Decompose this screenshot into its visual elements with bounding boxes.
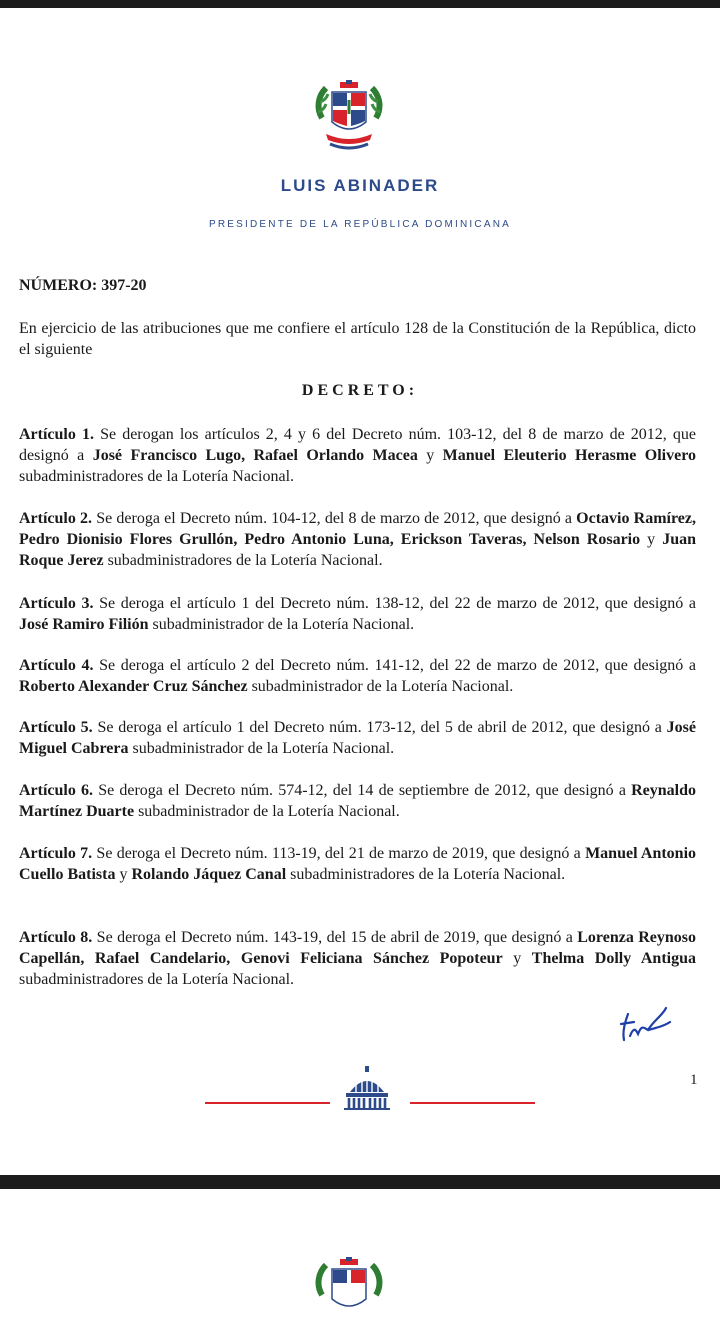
article-label: Artículo 7.: [19, 845, 93, 862]
decree-heading: DECRETO:: [301, 382, 419, 399]
top-edge-bar: [0, 0, 720, 8]
intro-paragraph: En ejercicio de las atribuciones que me confiere el artículo 128 de la Constitución de la República, dicto el siguiente: [19, 320, 696, 358]
page-separator-bar: [0, 1175, 720, 1189]
article-7: Artículo 7. Se deroga el Decreto núm. 113-19, del 21 de marzo de 2019, que designó a Manuel Antonio Cuello Batista y Rolando Jáquez Canal subadministradores de la Lotería Nacional.: [19, 845, 697, 883]
article-label: Artículo 1.: [19, 426, 94, 443]
article-2: Artículo 2. Se deroga el Decreto núm. 104-12, del 8 de marzo de 2012, que designó a Octavio Ramírez, Pedro Dionisio Flores Grullón, Pedro Antonio Luna, Erickson Taveras, Nelson Rosario y Juan Roque Jerez subadministradores de la Lotería Nacional.: [19, 510, 697, 569]
page-number: 1: [690, 1072, 698, 1088]
signature-initials: [618, 1000, 674, 1044]
coat-of-arms-icon: [312, 78, 386, 158]
decree-number: NÚMERO: 397-20: [19, 277, 147, 294]
article-8: Artículo 8. Se deroga el Decreto núm. 143-19, del 15 de abril de 2019, que designó a Lorenza Reynoso Capellán, Rafael Candelario, Genovi Feliciana Sánchez Popoteur y Thelma Dolly Antigua subadministradores de la Lotería Nacional.: [19, 929, 697, 988]
article-3: Artículo 3. Se deroga el artículo 1 del Decreto núm. 138-12, del 22 de marzo de 2012, que designó a José Ramiro Filión subadministrador de la Lotería Nacional.: [19, 595, 696, 633]
article-5: Artículo 5. Se deroga el artículo 1 del Decreto núm. 173-12, del 5 de abril de 2012, que designó a José Miguel Cabrera subadministrador de la Lotería Nacional.: [19, 719, 696, 757]
article-label: Artículo 5.: [19, 719, 93, 736]
article-label: Artículo 8.: [19, 929, 93, 946]
president-name: LUIS ABINADER: [280, 176, 440, 195]
coat-of-arms-icon: [312, 1255, 386, 1335]
palace-dome-icon: [342, 1066, 392, 1110]
article-label: Artículo 3.: [19, 595, 94, 612]
article-1: Artículo 1. Se derogan los artículos 2, 4 y 6 del Decreto núm. 103-12, del 8 de marzo de 2012, que designó a José Francisco Lugo, Rafael Orlando Macea y Manuel Eleuterio Herasme Olivero subadministradores de la Lotería Nacional.: [19, 426, 697, 485]
article-label: Artículo 6.: [19, 782, 94, 799]
article-label: Artículo 4.: [19, 657, 94, 674]
article-label: Artículo 2.: [19, 510, 93, 527]
article-4: Artículo 4. Se deroga el artículo 2 del Decreto núm. 141-12, del 22 de marzo de 2012, que designó a Roberto Alexander Cruz Sánchez subadministrador de la Lotería Nacional.: [19, 657, 696, 695]
footer-rule-right: [410, 1102, 535, 1104]
footer-rule-left: [205, 1102, 330, 1104]
article-6: Artículo 6. Se deroga el Decreto núm. 574-12, del 14 de septiembre de 2012, que designó a Reynaldo Martínez Duarte subadministrador de la Lotería Nacional.: [19, 782, 697, 820]
president-title: PRESIDENTE DE LA REPÚBLICA DOMINICANA: [208, 219, 511, 230]
